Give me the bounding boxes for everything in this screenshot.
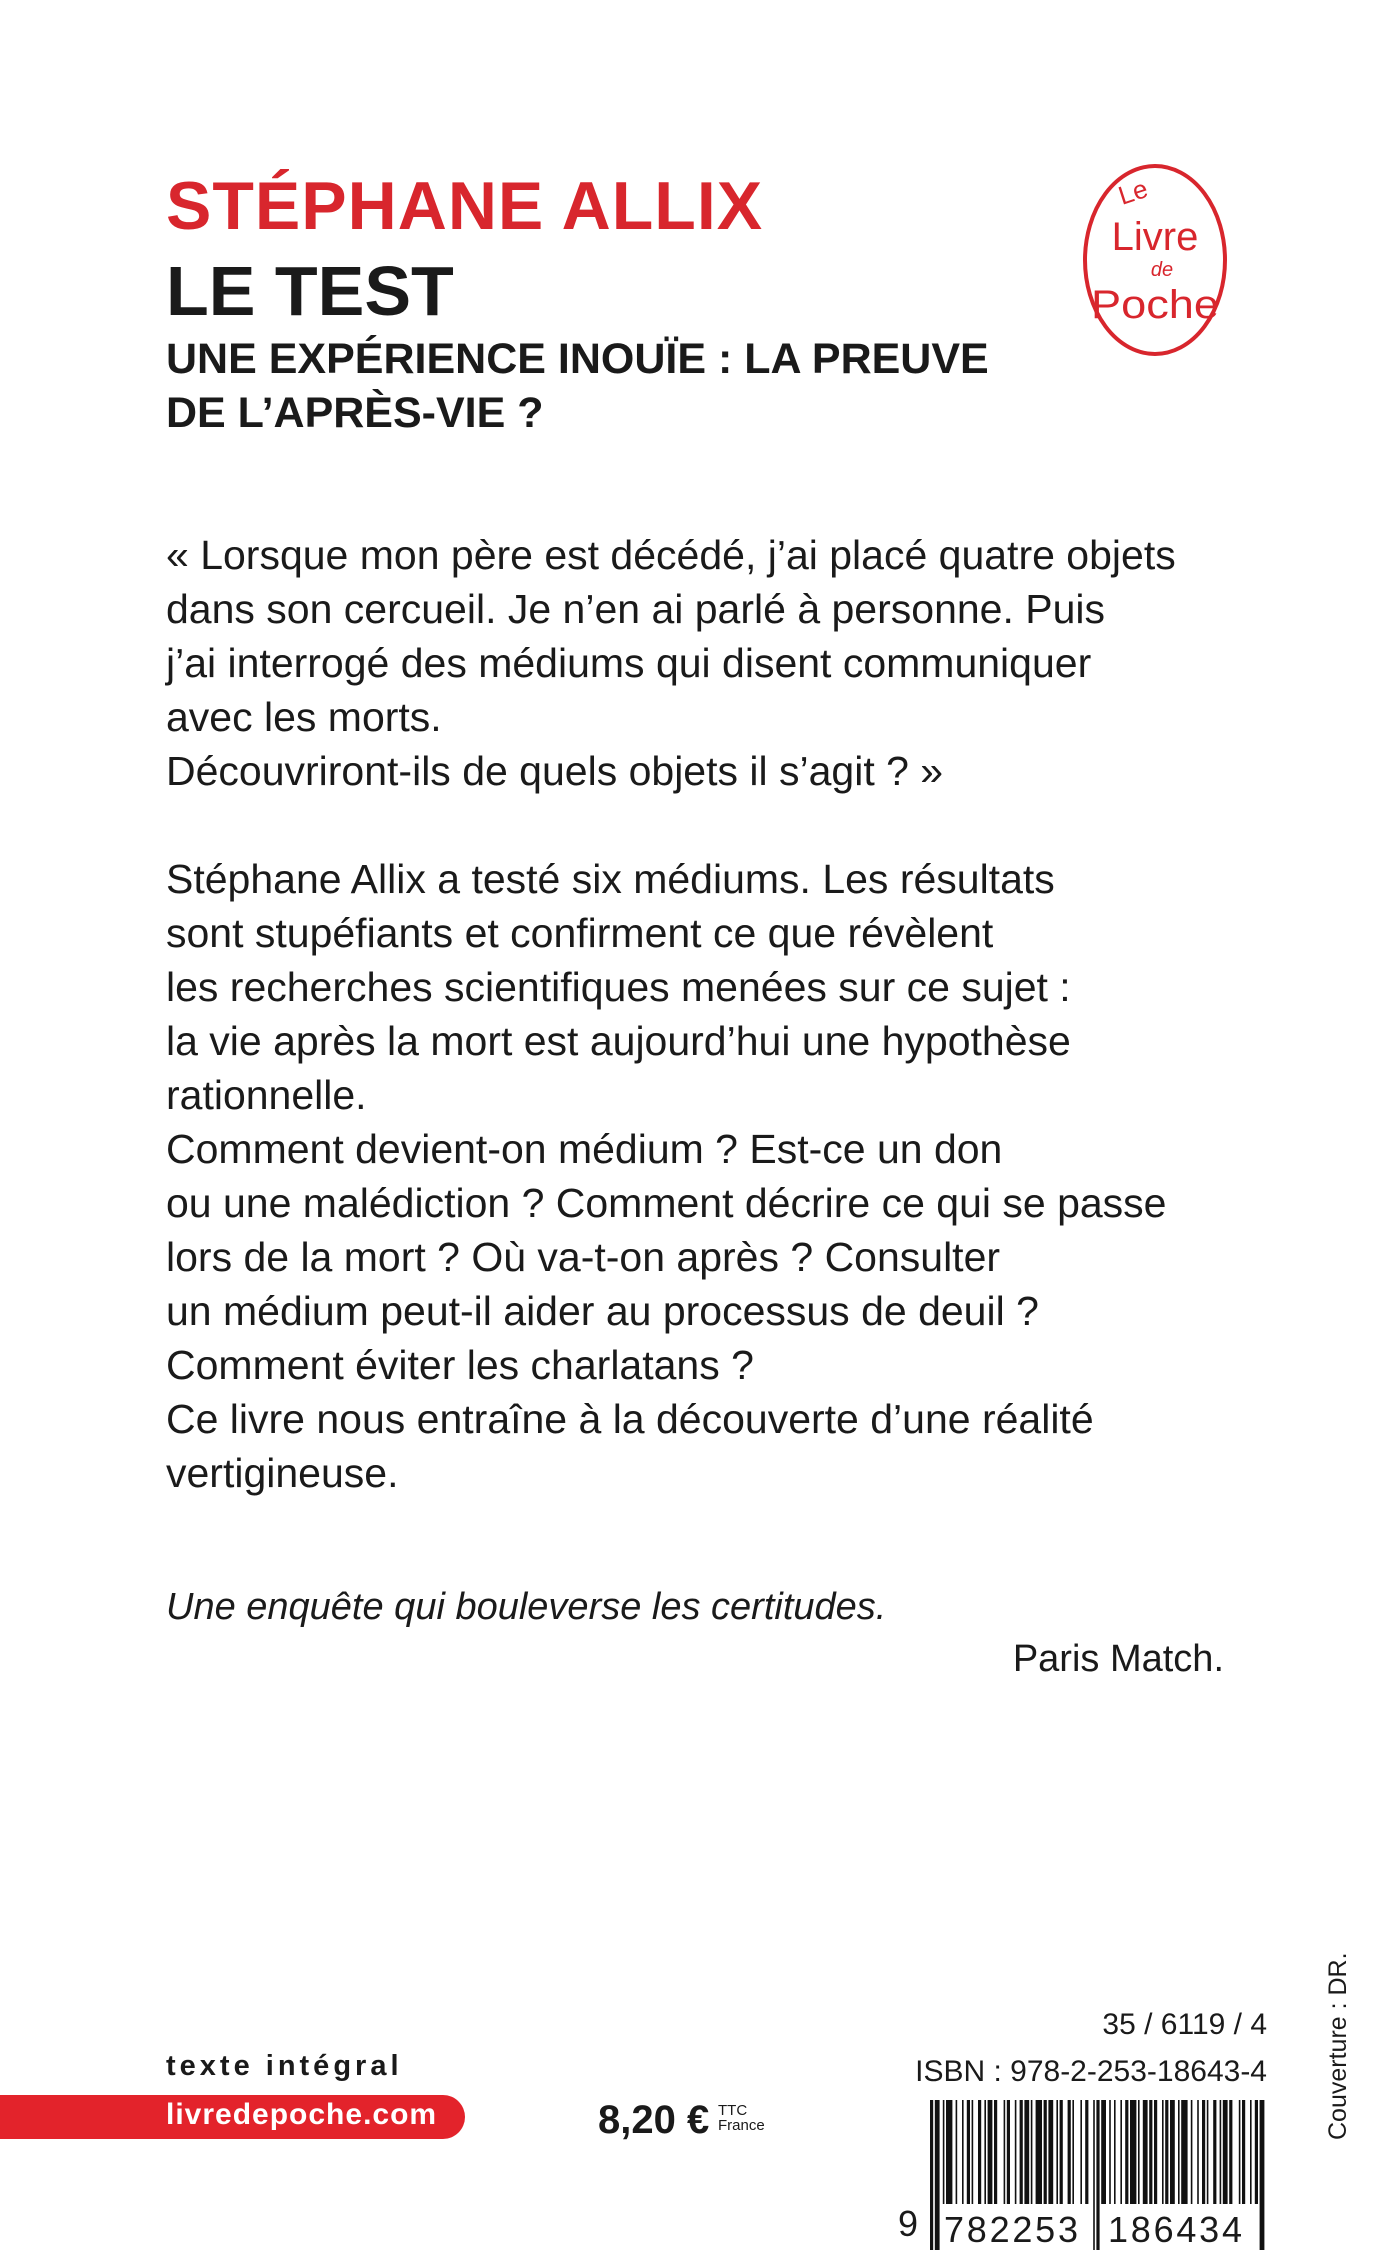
description-line: Comment devient-on médium ? Est-ce un don [166, 1126, 1003, 1172]
price-note [718, 2103, 778, 2133]
price-note-france: France [718, 2117, 765, 2134]
subtitle-line-2: DE L’APRÈS-VIE ? [166, 389, 544, 437]
description-line: les recherches scientifiques menées sur ce sujet : [166, 964, 1071, 1010]
description-line: un médium peut-il aider au processus de deuil ? [166, 1288, 1039, 1334]
barcode-digits-group-2: 186434 [1108, 2209, 1242, 2250]
subtitle-line-1: UNE EXPÉRIENCE INOUÏE : LA PREUVE [166, 335, 989, 383]
logo-word-le: Le [1114, 173, 1152, 211]
reference-number: 35 / 6119 / 4 [1102, 2008, 1267, 2041]
livre-de-poche-logo [1080, 160, 1230, 360]
logo-word-poche: Poche [1091, 283, 1219, 327]
description-line: sont stupéfiants et confirment ce que révèlent [166, 910, 994, 956]
description-line: Comment éviter les charlatans ? [166, 1342, 754, 1388]
description-line: rationnelle. [166, 1072, 367, 1118]
quote-line: j’ai interrogé des médiums qui disent communiquer [166, 640, 1092, 686]
press-review: Une enquête qui bouleverse les certitudes. [166, 1586, 887, 1628]
press-review-source: Paris Match. [1012, 1638, 1224, 1680]
description-line: Ce livre nous entraîne à la découverte d’une réalité [166, 1396, 1094, 1442]
description-line: ou une malédiction ? Comment décrire ce qui se passe [166, 1180, 1167, 1226]
website-link[interactable]: livredepoche.com [166, 2098, 438, 2131]
quote-block [166, 528, 1266, 798]
description-block [166, 852, 1266, 1500]
description-line: la vie après la mort est aujourd’hui une hypothèse [166, 1018, 1071, 1064]
quote-line: Découvriront-ils de quels objets il s’agit ? » [166, 748, 944, 794]
texte-integral-label: texte intégral [166, 2050, 403, 2082]
author-name: STÉPHANE ALLIX [166, 168, 764, 244]
barcode-digits-group-1: 782253 [944, 2209, 1078, 2250]
description-line: vertigineuse. [166, 1450, 399, 1496]
price-note-ttc: TTC [718, 2102, 748, 2119]
isbn-barcode [930, 2100, 1266, 2250]
description-line: lors de la mort ? Où va-t-on après ? Consulter [166, 1234, 1001, 1280]
quote-line: avec les morts. [166, 694, 442, 740]
book-title: LE TEST [166, 252, 454, 330]
quote-line: « Lorsque mon père est décédé, j’ai placé quatre objets [166, 532, 1176, 578]
logo-word-de: de [1150, 259, 1174, 281]
book-subtitle [166, 332, 1066, 440]
price: 8,20 € [598, 2098, 710, 2142]
website-bar [0, 2095, 465, 2139]
quote-line: dans son cercueil. Je n’en ai parlé à personne. Puis [166, 586, 1106, 632]
logo-word-livre: Livre [1111, 215, 1199, 259]
isbn-number: ISBN : 978-2-253-18643-4 [915, 2055, 1267, 2088]
cover-credit: Couverture : DR. [1324, 1952, 1352, 2140]
barcode-first-digit: 9 [898, 2203, 919, 2244]
description-line: Stéphane Allix a testé six médiums. Les résultats [166, 856, 1055, 902]
